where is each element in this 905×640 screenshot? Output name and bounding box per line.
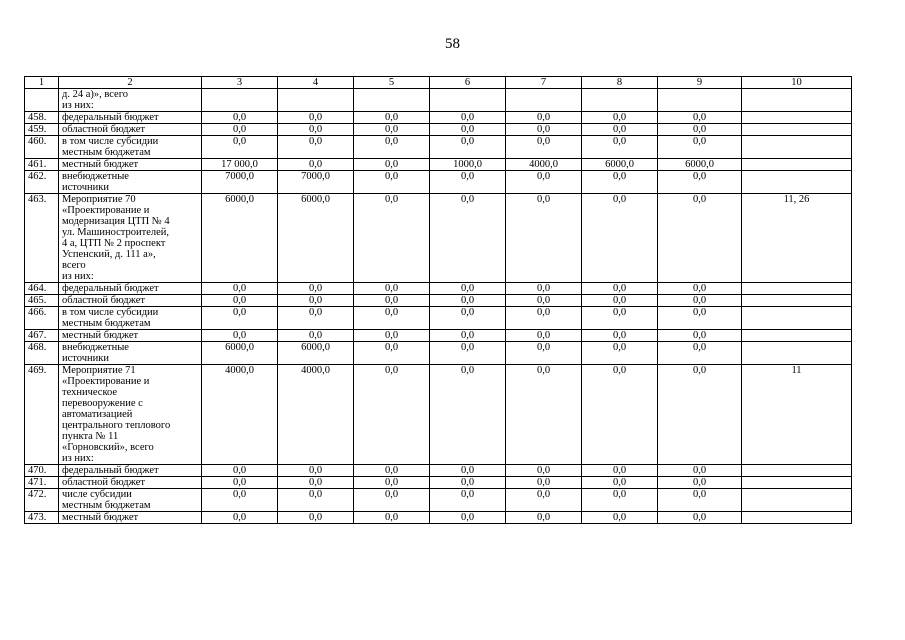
value-cell: 0,0 bbox=[582, 136, 658, 159]
header-cell: 6 bbox=[430, 77, 506, 89]
value-cell: 0,0 bbox=[582, 477, 658, 489]
reference-cell bbox=[742, 159, 852, 171]
row-number-cell: 462. bbox=[25, 171, 59, 194]
value-cell: 0,0 bbox=[202, 136, 278, 159]
value-cell: 0,0 bbox=[658, 136, 742, 159]
reference-cell bbox=[742, 283, 852, 295]
row-number-cell: 472. bbox=[25, 489, 59, 512]
reference-cell: 11, 26 bbox=[742, 194, 852, 283]
value-cell: 0,0 bbox=[582, 295, 658, 307]
value-cell bbox=[582, 89, 658, 112]
row-number-cell: 470. bbox=[25, 465, 59, 477]
header-cell: 5 bbox=[354, 77, 430, 89]
row-number-cell: 467. bbox=[25, 330, 59, 342]
reference-cell bbox=[742, 342, 852, 365]
value-cell: 0,0 bbox=[506, 194, 582, 283]
value-cell: 0,0 bbox=[658, 342, 742, 365]
row-name-cell: федеральный бюджет bbox=[59, 283, 202, 295]
value-cell: 0,0 bbox=[354, 465, 430, 477]
reference-cell bbox=[742, 136, 852, 159]
value-cell bbox=[430, 89, 506, 112]
row-number-cell: 459. bbox=[25, 124, 59, 136]
row-number-cell: 473. bbox=[25, 512, 59, 524]
row-name-cell: внебюджетные источники bbox=[59, 342, 202, 365]
value-cell: 0,0 bbox=[658, 295, 742, 307]
reference-cell bbox=[742, 307, 852, 330]
value-cell: 0,0 bbox=[354, 283, 430, 295]
value-cell: 0,0 bbox=[202, 112, 278, 124]
value-cell: 0,0 bbox=[202, 124, 278, 136]
value-cell bbox=[506, 89, 582, 112]
value-cell: 0,0 bbox=[582, 112, 658, 124]
table-row bbox=[25, 136, 852, 159]
value-cell: 0,0 bbox=[658, 512, 742, 524]
row-number-cell: 464. bbox=[25, 283, 59, 295]
table-row bbox=[25, 283, 852, 295]
value-cell: 0,0 bbox=[354, 512, 430, 524]
value-cell: 0,0 bbox=[430, 477, 506, 489]
value-cell: 0,0 bbox=[430, 136, 506, 159]
value-cell: 0,0 bbox=[658, 330, 742, 342]
value-cell: 4000,0 bbox=[278, 365, 354, 465]
header-cell: 4 bbox=[278, 77, 354, 89]
value-cell: 0,0 bbox=[506, 295, 582, 307]
value-cell: 0,0 bbox=[506, 307, 582, 330]
value-cell: 0,0 bbox=[658, 112, 742, 124]
value-cell: 7000,0 bbox=[202, 171, 278, 194]
value-cell: 0,0 bbox=[430, 194, 506, 283]
reference-cell: 11 bbox=[742, 365, 852, 465]
table-row bbox=[25, 112, 852, 124]
value-cell: 0,0 bbox=[658, 307, 742, 330]
value-cell: 0,0 bbox=[430, 342, 506, 365]
header-cell: 3 bbox=[202, 77, 278, 89]
value-cell: 0,0 bbox=[658, 171, 742, 194]
value-cell: 0,0 bbox=[658, 365, 742, 465]
value-cell: 0,0 bbox=[430, 112, 506, 124]
value-cell: 0,0 bbox=[430, 283, 506, 295]
value-cell: 0,0 bbox=[430, 295, 506, 307]
table-body bbox=[25, 77, 852, 524]
value-cell: 0,0 bbox=[582, 194, 658, 283]
row-number-cell: 468. bbox=[25, 342, 59, 365]
value-cell bbox=[202, 89, 278, 112]
value-cell: 6000,0 bbox=[278, 342, 354, 365]
row-number-cell: 471. bbox=[25, 477, 59, 489]
row-name-cell: местный бюджет bbox=[59, 159, 202, 171]
reference-cell bbox=[742, 124, 852, 136]
value-cell: 0,0 bbox=[278, 283, 354, 295]
reference-cell bbox=[742, 112, 852, 124]
value-cell: 0,0 bbox=[354, 295, 430, 307]
row-name-cell: областной бюджет bbox=[59, 295, 202, 307]
value-cell: 0,0 bbox=[506, 465, 582, 477]
value-cell: 0,0 bbox=[202, 307, 278, 330]
value-cell: 0,0 bbox=[506, 330, 582, 342]
value-cell: 0,0 bbox=[582, 342, 658, 365]
row-name-cell: федеральный бюджет bbox=[59, 465, 202, 477]
table-row bbox=[25, 171, 852, 194]
row-number-cell bbox=[25, 89, 59, 112]
value-cell: 0,0 bbox=[582, 512, 658, 524]
row-number-cell: 466. bbox=[25, 307, 59, 330]
value-cell: 0,0 bbox=[430, 171, 506, 194]
value-cell: 0,0 bbox=[354, 489, 430, 512]
value-cell: 0,0 bbox=[202, 330, 278, 342]
table-row bbox=[25, 365, 852, 465]
row-number-cell: 465. bbox=[25, 295, 59, 307]
value-cell: 0,0 bbox=[278, 512, 354, 524]
reference-cell bbox=[742, 477, 852, 489]
table-row bbox=[25, 489, 852, 512]
row-name-cell: д. 24 а)», всего из них: bbox=[59, 89, 202, 112]
value-cell: 0,0 bbox=[354, 136, 430, 159]
value-cell: 0,0 bbox=[202, 283, 278, 295]
value-cell: 0,0 bbox=[278, 477, 354, 489]
value-cell: 0,0 bbox=[506, 136, 582, 159]
row-number-cell: 469. bbox=[25, 365, 59, 465]
value-cell: 0,0 bbox=[278, 489, 354, 512]
value-cell: 0,0 bbox=[506, 342, 582, 365]
header-cell: 2 bbox=[59, 77, 202, 89]
value-cell: 0,0 bbox=[354, 194, 430, 283]
reference-cell bbox=[742, 489, 852, 512]
value-cell: 0,0 bbox=[354, 477, 430, 489]
value-cell: 4000,0 bbox=[506, 159, 582, 171]
table-row bbox=[25, 124, 852, 136]
value-cell: 0,0 bbox=[506, 489, 582, 512]
value-cell: 0,0 bbox=[658, 194, 742, 283]
row-number-cell: 460. bbox=[25, 136, 59, 159]
value-cell: 0,0 bbox=[506, 283, 582, 295]
row-name-cell: местный бюджет bbox=[59, 330, 202, 342]
row-name-cell: числе субсидии местным бюджетам bbox=[59, 489, 202, 512]
table-row bbox=[25, 512, 852, 524]
value-cell: 0,0 bbox=[582, 307, 658, 330]
table-row bbox=[25, 89, 852, 112]
value-cell: 0,0 bbox=[202, 512, 278, 524]
value-cell: 17 000,0 bbox=[202, 159, 278, 171]
value-cell: 0,0 bbox=[278, 330, 354, 342]
table-row bbox=[25, 295, 852, 307]
table-row bbox=[25, 342, 852, 365]
row-name-cell: Мероприятие 70 «Проектирование и модернизация ЦТП № 4 ул. Машиностроителей, 4 а, ЦТП № 2 проспект Успенский, д. 111 а», всего из них: bbox=[59, 194, 202, 283]
value-cell: 0,0 bbox=[506, 365, 582, 465]
row-name-cell: внебюджетные источники bbox=[59, 171, 202, 194]
value-cell: 0,0 bbox=[582, 465, 658, 477]
reference-cell bbox=[742, 330, 852, 342]
value-cell: 0,0 bbox=[506, 112, 582, 124]
table-row bbox=[25, 194, 852, 283]
value-cell: 0,0 bbox=[430, 465, 506, 477]
value-cell: 0,0 bbox=[278, 159, 354, 171]
value-cell: 6000,0 bbox=[202, 342, 278, 365]
value-cell: 0,0 bbox=[506, 477, 582, 489]
header-cell: 9 bbox=[658, 77, 742, 89]
row-number-cell: 461. bbox=[25, 159, 59, 171]
row-name-cell: федеральный бюджет bbox=[59, 112, 202, 124]
value-cell: 0,0 bbox=[278, 136, 354, 159]
page-number: 58 bbox=[445, 36, 460, 52]
value-cell: 0,0 bbox=[354, 112, 430, 124]
value-cell: 0,0 bbox=[354, 124, 430, 136]
value-cell: 0,0 bbox=[430, 512, 506, 524]
value-cell: 0,0 bbox=[202, 477, 278, 489]
value-cell: 0,0 bbox=[506, 171, 582, 194]
value-cell: 0,0 bbox=[430, 330, 506, 342]
value-cell: 0,0 bbox=[658, 124, 742, 136]
value-cell bbox=[354, 89, 430, 112]
value-cell: 0,0 bbox=[278, 465, 354, 477]
value-cell: 6000,0 bbox=[582, 159, 658, 171]
value-cell: 0,0 bbox=[202, 465, 278, 477]
value-cell: 6000,0 bbox=[278, 194, 354, 283]
value-cell bbox=[278, 89, 354, 112]
value-cell: 6000,0 bbox=[202, 194, 278, 283]
value-cell: 0,0 bbox=[582, 124, 658, 136]
value-cell: 0,0 bbox=[430, 307, 506, 330]
value-cell: 0,0 bbox=[354, 171, 430, 194]
row-name-cell: в том числе субсидии местным бюджетам bbox=[59, 307, 202, 330]
value-cell: 0,0 bbox=[582, 365, 658, 465]
value-cell: 1000,0 bbox=[430, 159, 506, 171]
header-cell: 10 bbox=[742, 77, 852, 89]
table-row bbox=[25, 465, 852, 477]
value-cell: 0,0 bbox=[658, 465, 742, 477]
row-name-cell: областной бюджет bbox=[59, 124, 202, 136]
row-name-cell: в том числе субсидии местным бюджетам bbox=[59, 136, 202, 159]
table-row bbox=[25, 477, 852, 489]
value-cell bbox=[658, 89, 742, 112]
table-row bbox=[25, 159, 852, 171]
header-cell: 8 bbox=[582, 77, 658, 89]
reference-cell bbox=[742, 465, 852, 477]
value-cell: 0,0 bbox=[506, 512, 582, 524]
value-cell: 0,0 bbox=[278, 112, 354, 124]
value-cell: 0,0 bbox=[582, 489, 658, 512]
table-row bbox=[25, 330, 852, 342]
value-cell: 0,0 bbox=[354, 365, 430, 465]
value-cell: 7000,0 bbox=[278, 171, 354, 194]
value-cell: 0,0 bbox=[278, 307, 354, 330]
value-cell: 0,0 bbox=[278, 124, 354, 136]
header-cell: 1 bbox=[25, 77, 59, 89]
value-cell: 4000,0 bbox=[202, 365, 278, 465]
table-row bbox=[25, 307, 852, 330]
value-cell: 0,0 bbox=[202, 489, 278, 512]
value-cell: 0,0 bbox=[658, 489, 742, 512]
reference-cell bbox=[742, 89, 852, 112]
header-cell: 7 bbox=[506, 77, 582, 89]
value-cell: 0,0 bbox=[202, 295, 278, 307]
value-cell: 0,0 bbox=[354, 342, 430, 365]
budget-table bbox=[24, 76, 852, 524]
row-name-cell: местный бюджет bbox=[59, 512, 202, 524]
value-cell: 6000,0 bbox=[658, 159, 742, 171]
value-cell: 0,0 bbox=[354, 159, 430, 171]
value-cell: 0,0 bbox=[582, 330, 658, 342]
reference-cell bbox=[742, 512, 852, 524]
row-number-cell: 463. bbox=[25, 194, 59, 283]
value-cell: 0,0 bbox=[430, 365, 506, 465]
value-cell: 0,0 bbox=[506, 124, 582, 136]
table-header-row bbox=[25, 77, 852, 89]
row-number-cell: 458. bbox=[25, 112, 59, 124]
value-cell: 0,0 bbox=[582, 171, 658, 194]
row-name-cell: Мероприятие 71 «Проектирование и техническое перевооружение с автоматизацией центрального теплового пункта № 11 «Горновский», всего из них: bbox=[59, 365, 202, 465]
reference-cell bbox=[742, 171, 852, 194]
reference-cell bbox=[742, 295, 852, 307]
value-cell: 0,0 bbox=[354, 307, 430, 330]
value-cell: 0,0 bbox=[430, 489, 506, 512]
row-name-cell: областной бюджет bbox=[59, 477, 202, 489]
value-cell: 0,0 bbox=[582, 283, 658, 295]
value-cell: 0,0 bbox=[430, 124, 506, 136]
value-cell: 0,0 bbox=[658, 477, 742, 489]
value-cell: 0,0 bbox=[278, 295, 354, 307]
value-cell: 0,0 bbox=[658, 283, 742, 295]
value-cell: 0,0 bbox=[354, 330, 430, 342]
